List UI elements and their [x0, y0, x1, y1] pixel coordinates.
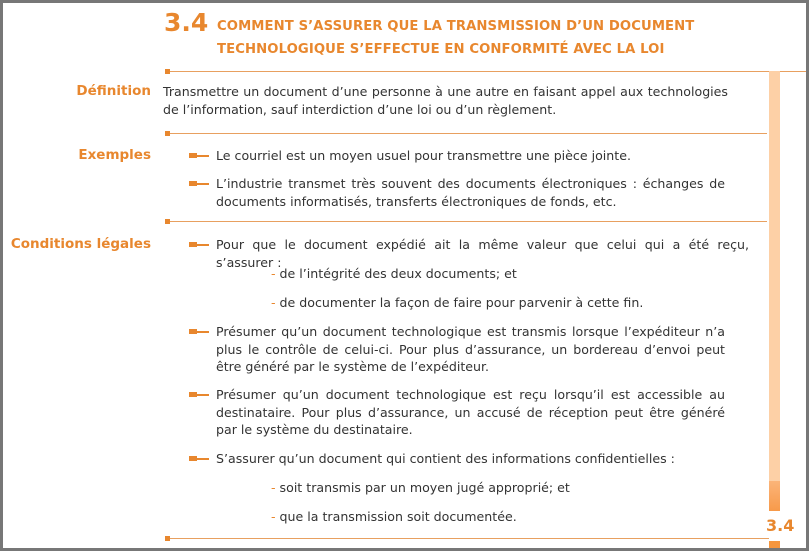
divider-top	[165, 71, 806, 72]
divider-dot	[165, 219, 170, 224]
divider-bottom	[165, 538, 769, 539]
divider-dot	[165, 536, 170, 541]
section-title-line-2: TECHNOLOGIQUE S’EFFECTUE EN CONFORMITÉ AVEC LA LOI	[217, 42, 665, 57]
condition-item: Pour que le document expédié ait la même valeur que celui qui a été reçu, s’assurer :	[189, 236, 749, 271]
dash-icon: -	[271, 480, 276, 495]
bullet-icon	[189, 392, 213, 397]
section-number: 3.4	[164, 8, 209, 37]
divider-examples	[165, 221, 767, 222]
divider-dot	[165, 69, 170, 74]
dash-icon: -	[271, 266, 276, 281]
corner-section-number: 3.4	[766, 516, 795, 535]
bullet-icon	[189, 181, 213, 186]
side-bar-gradient	[769, 481, 780, 511]
legal-conditions-label: Conditions légales	[10, 236, 151, 252]
example-item: L’industrie transmet très souvent des documents électroniques : échanges de documents informatisés, transferts électroniques de fonds, etc.	[189, 175, 725, 210]
condition-sub-item: - que la transmission soit documentée.	[271, 509, 517, 524]
divider-dot	[165, 131, 170, 136]
side-bar-end	[769, 541, 780, 548]
bullet-icon	[189, 456, 213, 461]
condition-item: Présumer qu’un document technologique est transmis lorsque l’expéditeur n’a plus le contrôle de celui-ci. Pour plus d’assurance, un bordereau d’envoi peut être généré par le système de l’expéditeur.	[189, 323, 725, 376]
condition-item: Présumer qu’un document technologique est reçu lorsqu’il est accessible au destinataire. Pour plus d’assurance, un accusé de réception peut être généré par le système du destinataire.	[189, 386, 725, 439]
condition-sub-item: - soit transmis par un moyen jugé approprié; et	[271, 480, 570, 495]
bullet-icon	[189, 153, 213, 158]
section-title	[217, 15, 697, 61]
definition-label: Définition	[76, 83, 151, 99]
condition-sub-item: - de l’intégrité des deux documents; et	[271, 266, 517, 281]
definition-text: Transmettre un document d’une personne à une autre en faisant appel aux technologies de l’information, sauf interdiction d’une loi ou d’un règlement.	[163, 84, 728, 117]
examples-label: Exemples	[78, 147, 151, 163]
bullet-icon	[189, 242, 213, 247]
condition-item: S’assurer qu’un document qui contient des informations confidentielles :	[189, 450, 749, 468]
section-title-line-1: COMMENT S’ASSURER QUE LA TRANSMISSION D’UN DOCUMENT	[217, 19, 695, 34]
side-bar	[769, 71, 780, 481]
divider-definition	[165, 133, 767, 134]
condition-sub-item: - de documenter la façon de faire pour parvenir à cette fin.	[271, 295, 644, 310]
example-item: Le courriel est un moyen usuel pour transmettre une pièce jointe.	[189, 147, 725, 165]
document-page	[3, 3, 806, 548]
dash-icon: -	[271, 509, 276, 524]
dash-icon: -	[271, 295, 276, 310]
bullet-icon	[189, 329, 213, 334]
